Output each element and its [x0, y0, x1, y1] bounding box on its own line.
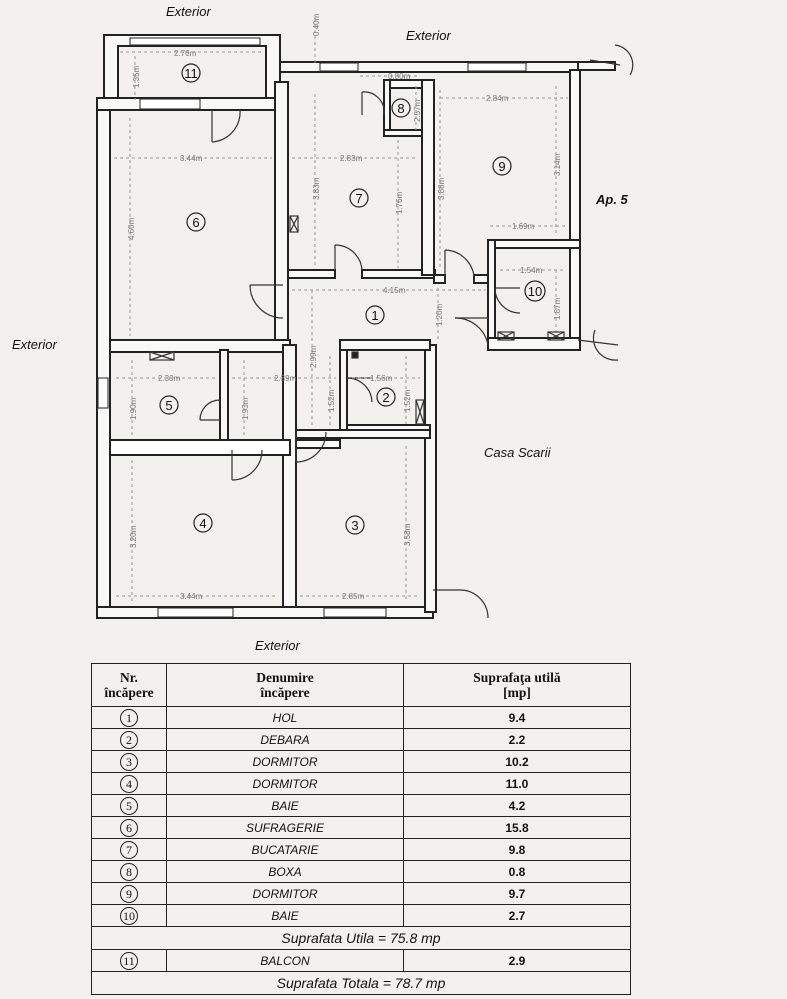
svg-text:1.35m: 1.35m	[132, 65, 141, 88]
room-number-5: 5	[165, 398, 173, 413]
room-nr-badge: 6	[120, 819, 138, 837]
room-number-4: 4	[199, 516, 207, 531]
svg-text:1.54m: 1.54m	[520, 266, 543, 275]
exterior-label-top: Exterior	[406, 28, 451, 43]
exterior-label-bottom: Exterior	[255, 638, 300, 653]
room-number-11: 11	[184, 66, 198, 81]
svg-text:2.84m: 2.84m	[486, 94, 509, 103]
stairwell-label: Casa Scarii	[484, 445, 551, 460]
table-row	[92, 817, 631, 839]
room-area: 2.7	[404, 905, 631, 927]
room-nr-badge: 3	[120, 753, 138, 771]
svg-text:3.88m: 3.88m	[437, 177, 446, 200]
subtotal-text: Suprafata Utila = 75.8 mp	[92, 927, 631, 950]
room-area: 11.0	[404, 773, 631, 795]
room-area-table	[91, 663, 631, 995]
room-number-10: 10	[527, 284, 543, 299]
svg-text:1.56m: 1.56m	[370, 374, 393, 383]
room-name: BAIE	[167, 795, 404, 817]
subtotal-row	[92, 927, 631, 950]
room-nr-badge: 4	[120, 775, 138, 793]
svg-text:2.76m: 2.76m	[174, 49, 197, 58]
table-row	[92, 905, 631, 927]
svg-text:2.99m: 2.99m	[309, 345, 318, 368]
total-text: Suprafata Totala = 78.7 mp	[92, 972, 631, 995]
room-nr-badge: 9	[120, 885, 138, 903]
svg-text:1.69m: 1.69m	[512, 222, 535, 231]
header-nr: Nr. încăpere	[92, 664, 167, 707]
svg-text:2.39m: 2.39m	[274, 374, 297, 383]
room-area: 15.8	[404, 817, 631, 839]
room-area-table-wrapper	[91, 663, 631, 995]
room-number-1: 1	[371, 308, 379, 323]
room-area: 2.9	[404, 950, 631, 972]
svg-text:3.44m: 3.44m	[180, 154, 203, 163]
room-number-7: 7	[355, 191, 363, 206]
room-name: DORMITOR	[167, 883, 404, 905]
svg-text:1.52m: 1.52m	[327, 389, 336, 412]
table-row	[92, 773, 631, 795]
svg-text:1.87m: 1.87m	[553, 297, 562, 320]
room-nr-badge: 11	[120, 952, 138, 970]
room-number-8: 8	[397, 101, 405, 116]
window-balcony	[130, 38, 260, 45]
header-area: Suprafaţa utilă [mp]	[404, 664, 631, 707]
room-name: HOL	[167, 707, 404, 729]
table-row	[92, 861, 631, 883]
room-nr-badge: 2	[120, 731, 138, 749]
room-name: BUCATARIE	[167, 839, 404, 861]
table-row	[92, 950, 631, 972]
svg-text:3.83m: 3.83m	[312, 177, 321, 200]
room-name: DEBARA	[167, 729, 404, 751]
svg-text:3.20m: 3.20m	[129, 525, 138, 548]
svg-text:4.60m: 4.60m	[127, 217, 136, 240]
exterior-label-top-left: Exterior	[166, 4, 211, 19]
table-header-row	[92, 664, 631, 707]
svg-text:0.80m: 0.80m	[388, 72, 411, 81]
table-row	[92, 883, 631, 905]
svg-text:4.15m: 4.15m	[383, 286, 406, 295]
room-name: DORMITOR	[167, 751, 404, 773]
svg-text:1.20m: 1.20m	[435, 303, 444, 326]
room-nr-badge: 5	[120, 797, 138, 815]
room-number-2: 2	[382, 390, 390, 405]
svg-text:2.30m: 2.30m	[158, 374, 181, 383]
room-area: 9.8	[404, 839, 631, 861]
svg-text:2.83m: 2.83m	[340, 154, 363, 163]
svg-text:1.93m: 1.93m	[241, 397, 250, 420]
table-row	[92, 795, 631, 817]
table-row	[92, 707, 631, 729]
room-number-6: 6	[192, 215, 200, 230]
room-nr-badge: 8	[120, 863, 138, 881]
svg-text:3.44m: 3.44m	[180, 592, 203, 601]
exterior-label-left: Exterior	[12, 337, 57, 352]
svg-text:3.14m: 3.14m	[553, 153, 562, 176]
room-name: SUFRAGERIE	[167, 817, 404, 839]
room-number-3: 3	[351, 518, 359, 533]
svg-text:2.85m: 2.85m	[342, 592, 365, 601]
room-name: BALCON	[167, 950, 404, 972]
room-area: 4.2	[404, 795, 631, 817]
svg-text:2.57m: 2.57m	[413, 99, 422, 122]
room-nr-badge: 7	[120, 841, 138, 859]
table-row	[92, 839, 631, 861]
svg-text:3.58m: 3.58m	[403, 523, 412, 546]
header-name: Denumire încăpere	[167, 664, 404, 707]
room-area: 2.2	[404, 729, 631, 751]
room-name: DORMITOR	[167, 773, 404, 795]
room-area: 10.2	[404, 751, 631, 773]
room-nr-badge: 1	[120, 709, 138, 727]
room-area: 9.4	[404, 707, 631, 729]
table-row	[92, 751, 631, 773]
room-name: BAIE	[167, 905, 404, 927]
table-row	[92, 729, 631, 751]
total-row	[92, 972, 631, 995]
room-nr-badge: 10	[120, 907, 138, 925]
svg-text:1.76m: 1.76m	[395, 191, 404, 214]
svg-text:1.52m: 1.52m	[403, 389, 412, 412]
svg-text:1.90m: 1.90m	[129, 397, 138, 420]
svg-text:0.40m: 0.40m	[312, 13, 321, 36]
room-number-9: 9	[498, 159, 506, 174]
room-name: BOXA	[167, 861, 404, 883]
room-area: 0.8	[404, 861, 631, 883]
neighbor-apartment-label: Ap. 5	[596, 192, 628, 207]
room-area: 9.7	[404, 883, 631, 905]
